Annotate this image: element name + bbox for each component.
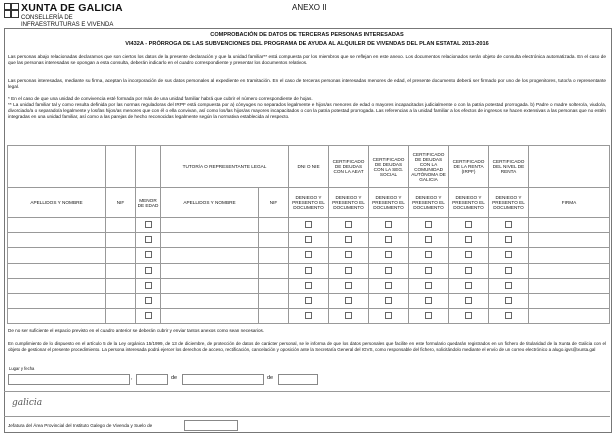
space-note: De no ser suficiente el espacio previsto en el cuadro anterior se deberán cubrir y enviar tantos anexos como sean necesarios. <box>8 328 265 333</box>
irpf-checkbox-cell <box>449 278 489 293</box>
firma-cell[interactable] <box>529 309 610 324</box>
col-header-tutor-apellidos: APELLIDOS Y NOMBRE <box>161 188 259 218</box>
doc-header-seg-social: CERTIFICADO DE DEUDAS CON LA SEG. SOCIAL <box>369 146 409 188</box>
seg-social-checkbox-cell <box>369 293 409 308</box>
department-line-2: INFRAESTRUTURAS E VIVENDA <box>21 22 114 28</box>
footer-divider <box>4 391 610 392</box>
intro-paragraph-3: * En el caso de que una unidad de convivencia esté formada por más de una unidad familiar habrá que cubrir el número correspondiente de hojas. <box>8 96 313 101</box>
de-separator-1: de <box>171 375 178 381</box>
blank-header-cell <box>106 146 136 188</box>
doc-header-income-level: CERTIFICADO DEL NIVEL DE RENTA <box>489 146 529 188</box>
blank-header-cell <box>529 146 610 188</box>
seg-social-checkbox-cell <box>369 309 409 324</box>
checkbox[interactable] <box>385 267 392 274</box>
deny-label: DENIEGO Y PRESENTO EL DOCUMENTO <box>329 188 369 218</box>
aeat-checkbox-cell <box>329 293 369 308</box>
nif-cell[interactable] <box>106 233 136 248</box>
aeat-checkbox-cell <box>329 248 369 263</box>
dni-checkbox-cell <box>289 263 329 278</box>
tutor-nif-cell[interactable] <box>259 309 289 324</box>
province-input[interactable] <box>184 420 238 431</box>
form-subtitle: VI432A - PRÓRROGA DE LAS SUBVENCIONES DEL PROGRAMA DE AYUDA AL ALQUILER DE VIVENDAS DEL PLAN ESTATAL 2013-2016 <box>125 41 489 47</box>
table-header-top <box>8 146 610 188</box>
income-checkbox-cell <box>489 248 529 263</box>
nif-cell[interactable] <box>106 309 136 324</box>
checkbox[interactable] <box>305 236 312 243</box>
checkbox[interactable] <box>465 282 472 289</box>
checkbox[interactable] <box>145 282 152 289</box>
table-row <box>8 233 610 248</box>
checkbox[interactable] <box>425 251 432 258</box>
checkbox[interactable] <box>305 297 312 304</box>
nif-cell[interactable] <box>106 278 136 293</box>
deny-label: DENIEGO Y PRESENTO EL DOCUMENTO <box>449 188 489 218</box>
aeat-checkbox-cell <box>329 309 369 324</box>
checkbox[interactable] <box>345 297 352 304</box>
xunta-logo-icon <box>4 3 19 18</box>
deny-label: DENIEGO Y PRESENTO EL DOCUMENTO <box>289 188 329 218</box>
galicia-checkbox-cell <box>409 278 449 293</box>
tutor-apellidos-cell[interactable] <box>161 248 259 263</box>
deny-label: DENIEGO Y PRESENTO EL DOCUMENTO <box>369 188 409 218</box>
menor-cell <box>136 293 161 308</box>
day-input[interactable] <box>136 374 168 385</box>
intro-paragraph-4: ** La unidad familiar tal y como resulta definida por las normas reguladoras del IRPF está compuesta por a) cónyuges no separados legalmente e hijos/as menores de edad o mayores incapacitados judicialmente o con la patria potestad prorrogada. b) Padre o madre soltero/a, viudo/a, divorciado/a o separado/a legalmente y los/las hijos/as menores que con él o ella convivan, así como los/las hijos/as mayores incapacitados o con la patria potestad prorrogada. Las referencias a la unidad familiar a los efectos de ingresos se hacen extensivas a las personas que no estén integradas en una unidad familiar, así como a las parejas de hecho reconocidas legalmente según la normativa establecida al respecto. <box>8 102 606 120</box>
seg-social-checkbox-cell <box>369 218 409 233</box>
col-header-menor: MENOR DE EDAD <box>136 188 161 218</box>
doc-header-galicia-debts: CERTIFICADO DE DEUDAS CON LA COMUNIDAD AUTÓNOMA DE GALICIA <box>409 146 449 188</box>
checkbox[interactable] <box>425 282 432 289</box>
seg-social-checkbox-cell <box>369 233 409 248</box>
income-checkbox-cell <box>489 263 529 278</box>
tutor-nif-cell[interactable] <box>259 248 289 263</box>
table-row <box>8 309 610 324</box>
checkbox[interactable] <box>305 312 312 319</box>
deny-label: DENIEGO Y PRESENTO EL DOCUMENTO <box>489 188 529 218</box>
data-protection-text: En cumplimiento de lo dispuesto en el artículo 5 de la Ley orgánica 15/1999, de 13 de diciembre, de protección de datos de carácter personal, se le informa de que los datos personales que facilite en este formulario quedarán registrados en un fichero de titularidad de la Xunta de Galicia con el objeto de gestionar el presente procedimiento. La persona interesada podrá ejercer los derechos de acceso, rectificación, cancelación y oposición ante la Secretaría General del IGVS, como responsable del fichero, solicitándolo mediante el envío de un correo electrónico a alugo.igvs@xunta.gal <box>8 341 606 352</box>
firma-cell[interactable] <box>529 278 610 293</box>
persons-table <box>7 145 610 324</box>
checkbox[interactable] <box>305 221 312 228</box>
checkbox[interactable] <box>465 312 472 319</box>
aeat-checkbox-cell <box>329 263 369 278</box>
checkbox[interactable] <box>385 236 392 243</box>
deny-label: DENIEGO Y PRESENTO EL DOCUMENTO <box>409 188 449 218</box>
aeat-checkbox-cell <box>329 218 369 233</box>
table-row <box>8 278 610 293</box>
checkbox[interactable] <box>505 236 512 243</box>
nif-cell[interactable] <box>106 263 136 278</box>
menor-cell <box>136 278 161 293</box>
income-checkbox-cell <box>489 293 529 308</box>
tutor-apellidos-cell[interactable] <box>161 233 259 248</box>
galicia-checkbox-cell <box>409 309 449 324</box>
galicia-checkbox-cell <box>409 248 449 263</box>
month-input[interactable] <box>182 374 264 385</box>
form-title: COMPROBACIÓN DE DATOS DE TERCERAS PERSONAS INTERESADAS <box>210 32 404 38</box>
checkbox[interactable] <box>505 221 512 228</box>
addressee-text: Jefatura del Área Provincial del Instituto Galego de Vivenda y Suelo de <box>8 423 153 428</box>
seg-social-checkbox-cell <box>369 248 409 263</box>
checkbox[interactable] <box>145 236 152 243</box>
checkbox[interactable] <box>505 282 512 289</box>
firma-cell[interactable] <box>529 293 610 308</box>
checkbox[interactable] <box>385 251 392 258</box>
checkbox[interactable] <box>345 251 352 258</box>
checkbox[interactable] <box>385 297 392 304</box>
seg-social-checkbox-cell <box>369 278 409 293</box>
tutor-group-header: TUTOR/A O REPRESENTANTE LEGAL <box>161 146 289 188</box>
menor-cell <box>136 309 161 324</box>
irpf-checkbox-cell <box>449 218 489 233</box>
checkbox[interactable] <box>145 297 152 304</box>
irpf-checkbox-cell <box>449 233 489 248</box>
place-input[interactable] <box>8 374 130 385</box>
checkbox[interactable] <box>505 297 512 304</box>
galicia-checkbox-cell <box>409 293 449 308</box>
table-row <box>8 293 610 308</box>
tutor-apellidos-cell[interactable] <box>161 309 259 324</box>
checkbox[interactable] <box>465 236 472 243</box>
checkbox[interactable] <box>465 267 472 274</box>
checkbox[interactable] <box>385 282 392 289</box>
apellidos-cell[interactable] <box>8 309 106 324</box>
checkbox[interactable] <box>465 221 472 228</box>
footer-divider <box>4 416 610 417</box>
checkbox[interactable] <box>305 251 312 258</box>
checkbox[interactable] <box>345 282 352 289</box>
checkbox[interactable] <box>145 312 152 319</box>
menor-cell <box>136 263 161 278</box>
firma-cell[interactable] <box>529 263 610 278</box>
firma-cell[interactable] <box>529 218 610 233</box>
dni-checkbox-cell <box>289 278 329 293</box>
galicia-logo: galicia <box>12 398 43 408</box>
irpf-checkbox-cell <box>449 263 489 278</box>
tutor-apellidos-cell[interactable] <box>161 218 259 233</box>
tutor-nif-cell[interactable] <box>259 293 289 308</box>
tutor-nif-cell[interactable] <box>259 233 289 248</box>
checkbox[interactable] <box>305 267 312 274</box>
dni-checkbox-cell <box>289 293 329 308</box>
checkbox[interactable] <box>145 221 152 228</box>
dni-checkbox-cell <box>289 218 329 233</box>
checkbox[interactable] <box>305 282 312 289</box>
year-input[interactable] <box>278 374 318 385</box>
comma-separator: , <box>131 375 133 381</box>
checkbox[interactable] <box>465 251 472 258</box>
nif-cell[interactable] <box>106 248 136 263</box>
galicia-checkbox-cell <box>409 218 449 233</box>
galicia-checkbox-cell <box>409 233 449 248</box>
aeat-checkbox-cell <box>329 233 369 248</box>
tutor-apellidos-cell[interactable] <box>161 278 259 293</box>
income-checkbox-cell <box>489 278 529 293</box>
checkbox[interactable] <box>505 267 512 274</box>
department-name <box>21 15 113 29</box>
firma-cell[interactable] <box>529 248 610 263</box>
irpf-checkbox-cell <box>449 248 489 263</box>
table-header-main <box>8 188 610 218</box>
checkbox[interactable] <box>425 312 432 319</box>
annex-label: ANEXO II <box>292 3 327 12</box>
dni-checkbox-cell <box>289 309 329 324</box>
apellidos-cell[interactable] <box>8 248 106 263</box>
col-header-nif: NIF <box>106 188 136 218</box>
table-row <box>8 248 610 263</box>
de-separator-2: de <box>267 375 274 381</box>
org-name: XUNTA DE GALICIA <box>21 2 123 14</box>
checkbox[interactable] <box>465 297 472 304</box>
doc-header-dni: DNI O NIE <box>289 146 329 188</box>
checkbox[interactable] <box>345 267 352 274</box>
nif-cell[interactable] <box>106 293 136 308</box>
income-checkbox-cell <box>489 233 529 248</box>
intro-paragraph-2: Las personas interesadas, mediante su firma, aceptan la incorporación de sus datos personales al expediente en tramitación. En el caso de terceras personas interesadas menores de edad, el presente documento deberá ser firmado por uno de los progenitores, tutor/a o representante legal. <box>8 78 606 90</box>
apellidos-cell[interactable] <box>8 293 106 308</box>
checkbox[interactable] <box>505 312 512 319</box>
tutor-nif-cell[interactable] <box>259 263 289 278</box>
checkbox[interactable] <box>385 312 392 319</box>
checkbox[interactable] <box>425 267 432 274</box>
menor-cell <box>136 233 161 248</box>
apellidos-cell[interactable] <box>8 233 106 248</box>
seg-social-checkbox-cell <box>369 263 409 278</box>
col-header-firma: FIRMA <box>529 188 610 218</box>
tutor-apellidos-cell[interactable] <box>161 263 259 278</box>
intro-paragraph-1: Las personas abajo relacionadas declaramos que son ciertos los datos de la presente declaración y que la unidad familiar** está compuesta por los miembros que se reflejan en este anexo. Los documentos relacionados serán objeto de consulta electrónica automatizada. En el caso de que las personas interesadas se opongan a esta consulta, deberán indicarlo en el cuadro correspondiente y presentar los documentos relativos. <box>8 54 606 66</box>
checkbox[interactable] <box>345 312 352 319</box>
col-header-tutor-nif: NIF <box>259 188 289 218</box>
department-line-1: CONSELLERÍA DE <box>21 15 73 21</box>
checkbox[interactable] <box>505 251 512 258</box>
doc-header-irpf: CERTIFICADO DE LA RENTA (IRPF) <box>449 146 489 188</box>
checkbox[interactable] <box>425 236 432 243</box>
dni-checkbox-cell <box>289 248 329 263</box>
blank-header-cell <box>136 146 161 188</box>
tutor-nif-cell[interactable] <box>259 218 289 233</box>
checkbox[interactable] <box>145 251 152 258</box>
checkbox[interactable] <box>145 267 152 274</box>
checkbox[interactable] <box>425 221 432 228</box>
firma-cell[interactable] <box>529 233 610 248</box>
menor-cell <box>136 248 161 263</box>
dni-checkbox-cell <box>289 233 329 248</box>
table-row <box>8 263 610 278</box>
irpf-checkbox-cell <box>449 309 489 324</box>
checkbox[interactable] <box>385 221 392 228</box>
income-checkbox-cell <box>489 218 529 233</box>
table-body <box>8 218 610 324</box>
col-header-apellidos: APELLIDOS Y NOMBRE <box>8 188 106 218</box>
table-row <box>8 218 610 233</box>
tutor-apellidos-cell[interactable] <box>161 293 259 308</box>
blank-header-cell <box>8 146 106 188</box>
checkbox[interactable] <box>345 221 352 228</box>
irpf-checkbox-cell <box>449 293 489 308</box>
menor-cell <box>136 218 161 233</box>
income-checkbox-cell <box>489 309 529 324</box>
apellidos-cell[interactable] <box>8 263 106 278</box>
aeat-checkbox-cell <box>329 278 369 293</box>
checkbox[interactable] <box>425 297 432 304</box>
galicia-checkbox-cell <box>409 263 449 278</box>
apellidos-cell[interactable] <box>8 278 106 293</box>
apellidos-cell[interactable] <box>8 218 106 233</box>
checkbox[interactable] <box>345 236 352 243</box>
place-date-label: Lugar y fecha <box>9 366 35 371</box>
tutor-nif-cell[interactable] <box>259 278 289 293</box>
doc-header-aeat: CERTIFICADO DE DEUDAS CON LA AEAT <box>329 146 369 188</box>
nif-cell[interactable] <box>106 218 136 233</box>
